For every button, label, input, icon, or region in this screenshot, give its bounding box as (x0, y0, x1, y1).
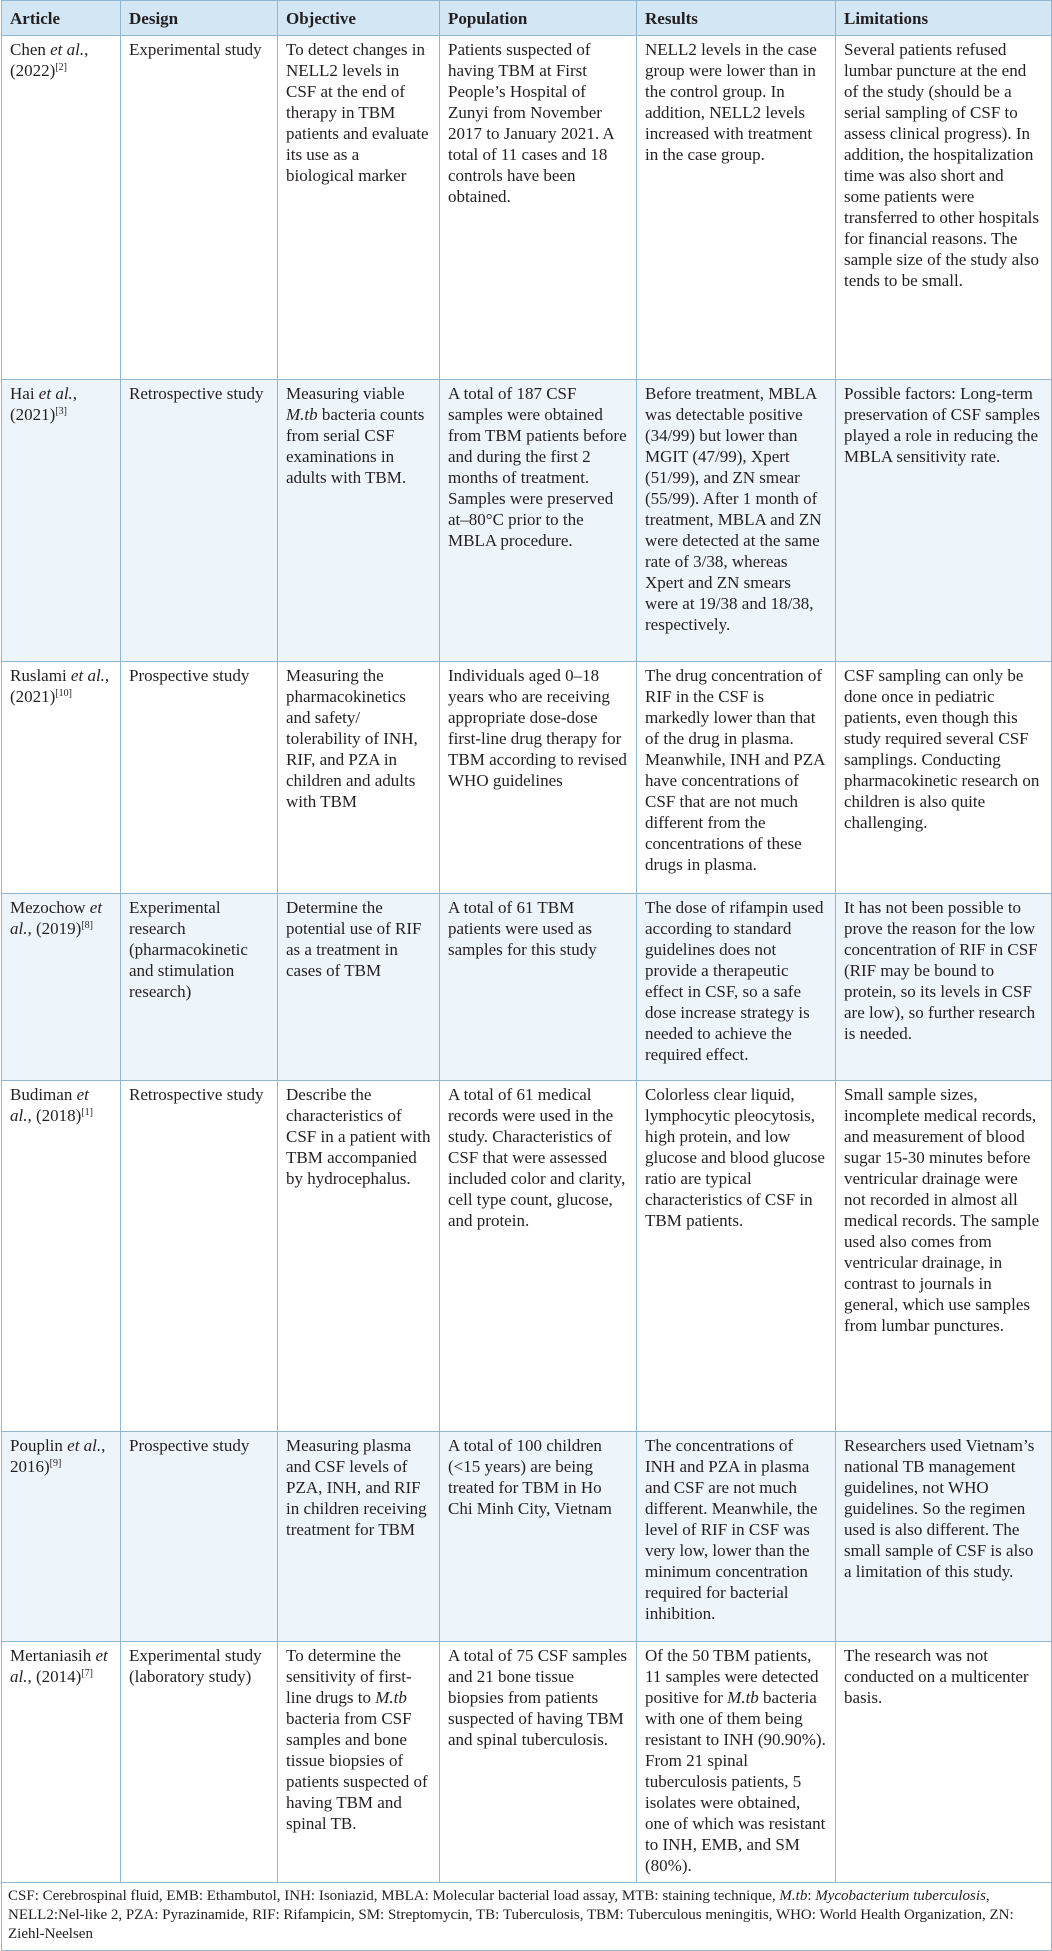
footnote-text: : (807, 1888, 816, 1904)
objective-cell (278, 1642, 440, 1883)
results-italic: M.tb (727, 1688, 759, 1707)
results-text: Of the 50 TBM patients, 11 samples were detected positive for (645, 1646, 819, 1707)
header-article: Article (2, 1, 121, 36)
objective-italic: M.tb (375, 1688, 407, 1707)
objective-cell: Measuring the pharmacokinetics and safety/ tolerability of INH, RIF, and PZA in children and adults with TBM (278, 662, 440, 894)
limitations-cell: Researchers used Vietnam’s national TB management guidelines, not WHO guidelines. So the regimen used is also different. The small sample of CSF is also a limitation of this study. (836, 1432, 1052, 1642)
objective-text: To determine the sensitivity of first-line drugs to (286, 1646, 412, 1707)
article-etal: et al. (70, 666, 105, 685)
population-cell: Individuals aged 0–18 years who are receiving appropriate dose-dose first-line drug therapy for TBM according to revised WHO guidelines (440, 662, 637, 894)
article-author: Ruslami (10, 666, 67, 685)
table-footnote-row (2, 1883, 1052, 1951)
design-cell: Retrospective study (121, 380, 278, 662)
article-author: Budiman (10, 1085, 73, 1104)
article-etal: et al. (67, 1436, 102, 1455)
footnote-text: CSF: Cerebrospinal fluid, EMB: Ethambutol, INH: Isoniazid, MBLA: Molecular bacterial load assay, MTB: staining technique, (8, 1888, 780, 1904)
table-footnote (2, 1883, 1052, 1951)
footnote-italic: Mycobacterium tuberculosis (815, 1888, 986, 1904)
objective-text: Measuring viable (286, 384, 405, 403)
article-etal: et al. (10, 1085, 89, 1125)
article-etal: et al. (50, 40, 85, 59)
results-cell: The concentrations of INH and PZA in plasma and CSF are not much different. Meanwhile, the level of RIF in CSF was very low, lower than the minimum concentration required for bacterial inhibition. (637, 1432, 836, 1642)
limitations-cell: Possible factors: Long-term preservation of CSF samples played a role in reducing the MBLA sensitivity rate. (836, 380, 1052, 662)
objective-text: bacteria counts from serial CSF examinations in adults with TBM. (286, 405, 425, 487)
article-author: Chen (10, 40, 46, 59)
table-header-row (2, 1, 1052, 36)
article-ref: [1] (81, 1107, 93, 1118)
objective-cell (278, 380, 440, 662)
article-cell (2, 662, 121, 894)
population-cell: A total of 61 TBM patients were used as samples for this study (440, 894, 637, 1081)
article-ref: [2] (55, 62, 67, 73)
objective-cell: Measuring plasma and CSF levels of PZA, INH, and RIF in children receiving treatment for TBM (278, 1432, 440, 1642)
limitations-cell: The research was not conducted on a multicenter basis. (836, 1642, 1052, 1883)
article-ref: [7] (81, 1668, 93, 1679)
article-ref: [10] (55, 688, 72, 699)
article-cell (2, 894, 121, 1081)
header-population: Population (440, 1, 637, 36)
population-cell: Patients suspected of having TBM at First People’s Hospital of Zunyi from November 2017 to January 2021. A total of 11 cases and 18 controls have been obtained. (440, 36, 637, 380)
article-year: , 2016) (10, 1436, 106, 1476)
population-cell: A total of 75 CSF samples and 21 bone tissue biopsies from patients suspected of having TBM and spinal tuberculosis. (440, 1642, 637, 1883)
table-row (2, 894, 1052, 1081)
header-objective: Objective (278, 1, 440, 36)
table-row (2, 1642, 1052, 1883)
article-year: , (2021) (10, 666, 110, 706)
objective-cell: Determine the potential use of RIF as a treatment in cases of TBM (278, 894, 440, 1081)
design-cell: Experimental study (121, 36, 278, 380)
results-text: bacteria with one of them being resistant to INH (90.90%). From 21 spinal tuberculosis patients, 5 isolates were obtained, one of which was resistant to INH, EMB, and SM (80%). (645, 1688, 826, 1875)
results-cell (637, 1642, 836, 1883)
article-cell (2, 36, 121, 380)
limitations-cell: It has not been possible to prove the reason for the low concentration of RIF in CSF (RIF may be bound to protein, so its levels in CSF are low), so further research is needed. (836, 894, 1052, 1081)
design-cell: Experimental study (laboratory study) (121, 1642, 278, 1883)
results-cell: Before treatment, MBLA was detectable positive (34/99) but lower than MGIT (47/99), Xpert (51/99), and ZN smear (55/99). After 1 month of treatment, MBLA and ZN were detected at the same rate of 3/38, whereas Xpert and ZN smears were at 19/38 and 18/38, respectively. (637, 380, 836, 662)
limitations-cell: Small sample sizes, incomplete medical records, and measurement of blood sugar 15-30 minutes before ventricular drainage were not recorded in almost all medical records. The sample used also comes from ventricular drainage, in contrast to journals in general, which use samples from lumbar punctures. (836, 1081, 1052, 1432)
limitations-cell: CSF sampling can only be done once in pediatric patients, even though this study required several CSF samplings. Conducting pharmacokinetic research on children is also quite challenging. (836, 662, 1052, 894)
limitations-cell: Several patients refused lumbar puncture at the end of the study (should be a serial sampling of CSF to assess clinical progress). In addition, the hospitalization time was also short and some patients were transferred to other hospitals for financial reasons. The sample size of the study also tends to be small. (836, 36, 1052, 380)
footnote-italic: M.tb (779, 1888, 808, 1904)
article-etal: et al. (10, 1646, 108, 1686)
article-etal: et al. (38, 384, 73, 403)
article-cell (2, 1432, 121, 1642)
header-design: Design (121, 1, 278, 36)
table-row (2, 380, 1052, 662)
article-year: , (2014) (27, 1667, 82, 1686)
article-cell (2, 1081, 121, 1432)
article-author: Mertaniasih (10, 1646, 92, 1665)
article-year: , (2019) (27, 919, 82, 938)
article-ref: [9] (49, 1458, 62, 1469)
results-cell: Colorless clear liquid, lymphocytic pleocytosis, high protein, and low glucose and blood glucose ratio are typical characteristics of CSF in TBM patients. (637, 1081, 836, 1432)
population-cell: A total of 100 children (<15 years) are being treated for TBM in Ho Chi Minh City, Vietnam (440, 1432, 637, 1642)
article-year: , (2018) (27, 1106, 82, 1125)
table-row (2, 662, 1052, 894)
article-year: , (2021) (10, 384, 78, 424)
population-cell: A total of 187 CSF samples were obtained from TBM patients before and during the first 2 months of treatment. Samples were preserved at–80°C prior to the MBLA procedure. (440, 380, 637, 662)
population-cell: A total of 61 medical records were used in the study. Characteristics of CSF that were assessed included color and clarity, cell type count, glucose, and protein. (440, 1081, 637, 1432)
results-cell: The dose of rifampin used according to standard guidelines does not provide a therapeutic effect in CSF, so a safe dose increase strategy is needed to achieve the required effect. (637, 894, 836, 1081)
article-cell (2, 1642, 121, 1883)
objective-cell: To detect changes in NELL2 levels in CSF at the end of therapy in TBM patients and evaluate its use as a biological marker (278, 36, 440, 380)
results-cell: NELL2 levels in the case group were lower than in the control group. In addition, NELL2 levels increased with treatment in the case group. (637, 36, 836, 380)
article-author: Mezochow (10, 898, 86, 917)
results-cell: The drug concentration of RIF in the CSF is markedly lower than that of the drug in plasma. Meanwhile, INH and PZA have concentrations of CSF that are not much different from the concentrations of these drugs in plasma. (637, 662, 836, 894)
article-ref: [3] (55, 406, 67, 417)
objective-italic: M.tb (286, 405, 318, 424)
table-row (2, 1432, 1052, 1642)
design-cell: Prospective study (121, 662, 278, 894)
article-cell (2, 380, 121, 662)
objective-text: bacteria from CSF samples and bone tissue biopsies of patients suspected of having TBM and spinal TB. (286, 1709, 428, 1833)
article-author: Pouplin (10, 1436, 63, 1455)
article-ref: [8] (81, 920, 93, 931)
design-cell: Experimental research (pharmacokinetic and stimulation research) (121, 894, 278, 1081)
objective-cell: Describe the characteristics of CSF in a patient with TBM accompanied by hydrocephalus. (278, 1081, 440, 1432)
article-etal: et al. (10, 898, 103, 938)
article-year: , (2022) (10, 40, 89, 80)
table-row (2, 36, 1052, 380)
header-limitations: Limitations (836, 1, 1052, 36)
studies-table (1, 0, 1052, 1951)
footnote-text: , NELL2:Nel-like 2, PZA: Pyrazinamide, RIF: Rifampicin, SM: Streptomycin, TB: Tuberculosis, TBM: Tuberculous meningitis, WHO: World Health Organization, ZN: Ziehl-Neelsen (8, 1888, 1014, 1942)
article-author: Hai (10, 384, 35, 403)
design-cell: Retrospective study (121, 1081, 278, 1432)
design-cell: Prospective study (121, 1432, 278, 1642)
table-row (2, 1081, 1052, 1432)
header-results: Results (637, 1, 836, 36)
